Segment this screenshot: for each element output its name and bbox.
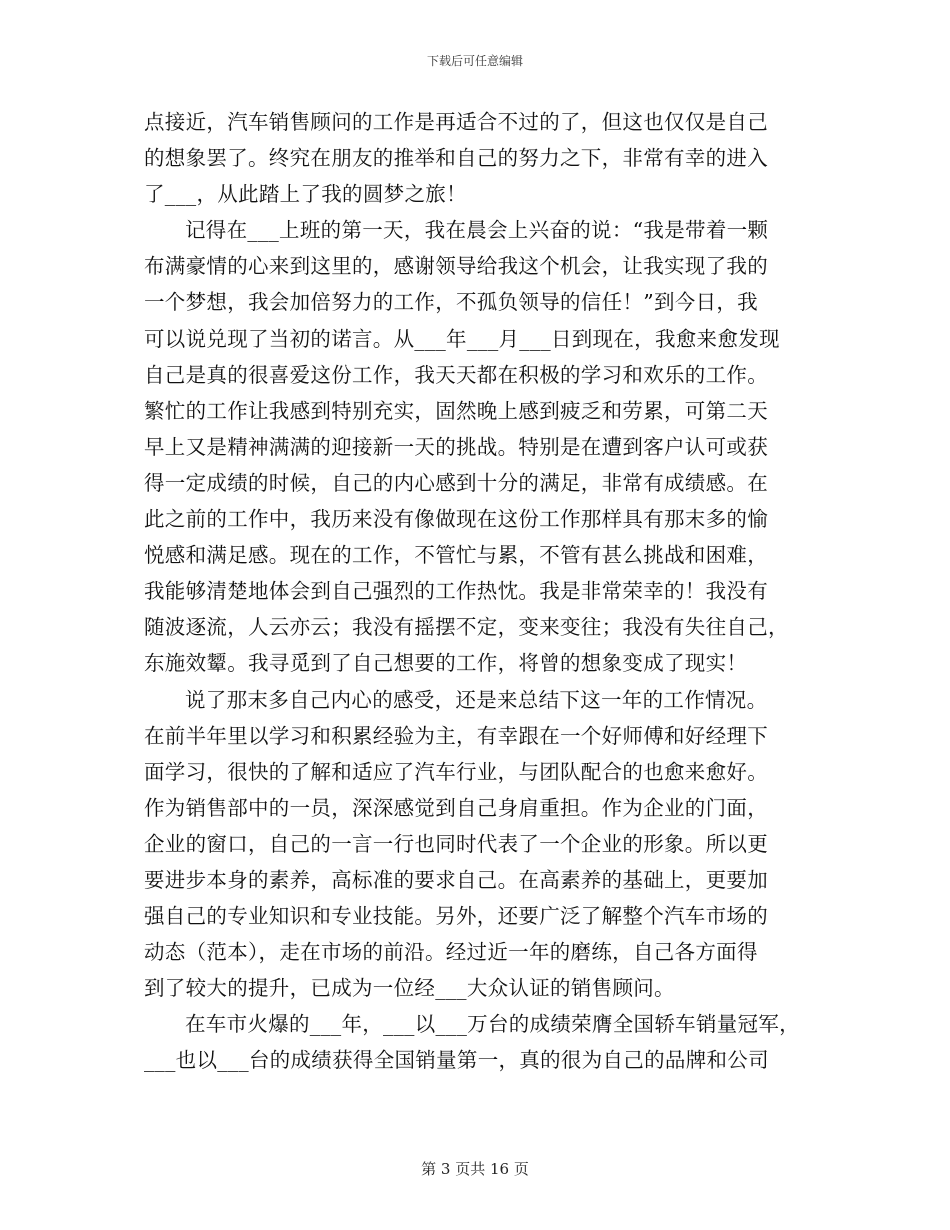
text-line: 强自己的专业知识和专业技能。另外，还要广泛了解整个汽车市场的: [144, 904, 768, 929]
text-line: ___也以___台的成绩获得全国销量第一，真的很为自己的品牌和公司: [144, 1048, 769, 1073]
text-line: 面学习，很快的了解和适应了汽车行业，与团队配合的也愈来愈好。: [144, 759, 768, 784]
text-line: 繁忙的工作让我感到特别充实，固然晚上感到疲乏和劳累，可第二天: [144, 398, 768, 423]
text-line: 的想象罢了。终究在朋友的推举和自己的努力之下，非常有幸的进入: [144, 146, 768, 171]
text-line: 我能够清楚地体会到自己强烈的工作热忱。我是非常荣幸的！我没有: [144, 579, 768, 604]
text-line: 早上又是精神满满的迎接新一天的挑战。特别是在遭到客户认可或获: [144, 434, 768, 459]
text-line: 动态（范本），走在市场的前沿。经过近一年的磨练，自己各方面得: [144, 940, 758, 965]
text-line: 在前半年里以学习和积累经验为主，有幸跟在一个好师傅和好经理下: [144, 723, 768, 748]
text-line: 东施效颦。我寻觅到了自己想要的工作，将曾的想象变成了现实！: [144, 651, 748, 676]
text-line: 一个梦想，我会加倍努力的工作，不孤负领导的信任！”到今日，我: [144, 290, 758, 315]
text-line: 布满豪情的心来到这里的，感谢领导给我这个机会，让我实现了我的: [144, 254, 768, 279]
document-body: [144, 104, 806, 1079]
text-line: 自己是真的很喜爱这份工作，我天天都在积极的学习和欢乐的工作。: [144, 362, 768, 387]
text-line: 随波逐流，人云亦云；我没有摇摆不定，变来变往；我没有失往自己，: [144, 615, 789, 640]
text-line: 可以说兑现了当初的诺言。从___年___月___日到现在，我愈来愈发现: [144, 326, 780, 351]
text-line: 点接近，汽车销售顾问的工作是再适合不过的了，但这也仅仅是自己: [144, 110, 768, 134]
text-line: 悦感和满足感。现在的工作，不管忙与累，不管有甚么挑战和困难，: [144, 543, 768, 568]
page-header: 下载后可任意编辑: [426, 54, 523, 68]
text-line: 作为销售部中的一员，深深感觉到自己身肩重担。作为企业的门面，: [144, 795, 768, 820]
text-line: 了___，从此踏上了我的圆梦之旅！: [144, 182, 467, 207]
text-line: 要进步本身的素养，高标准的要求自己。在高素养的基础上，更要加: [144, 867, 768, 892]
paragraph-start-line: 在车市火爆的___年，___以___万台的成绩荣膺全国轿车销量冠军，: [185, 1012, 800, 1037]
text-line: 此之前的工作中，我历来没有像做现在这份工作那样具有那末多的愉: [144, 507, 768, 532]
text-line: 到了较大的提升，已成为一位经___大众认证的销售顾问。: [144, 976, 675, 1001]
paragraph-start-line: 记得在___上班的第一天，我在晨会上兴奋的说：“我是带着一颗: [185, 218, 769, 243]
text-line: 企业的窗口，自己的一言一行也同时代表了一个企业的形象。所以更: [144, 831, 768, 856]
text-line: 得一定成绩的时候，自己的内心感到十分的满足，非常有成绩感。在: [144, 470, 768, 495]
paragraph-start-line: 说了那末多自己内心的感受，还是来总结下这一年的工作情况。: [185, 687, 768, 712]
page-footer: 第 3 页共 16 页: [421, 1160, 529, 1178]
